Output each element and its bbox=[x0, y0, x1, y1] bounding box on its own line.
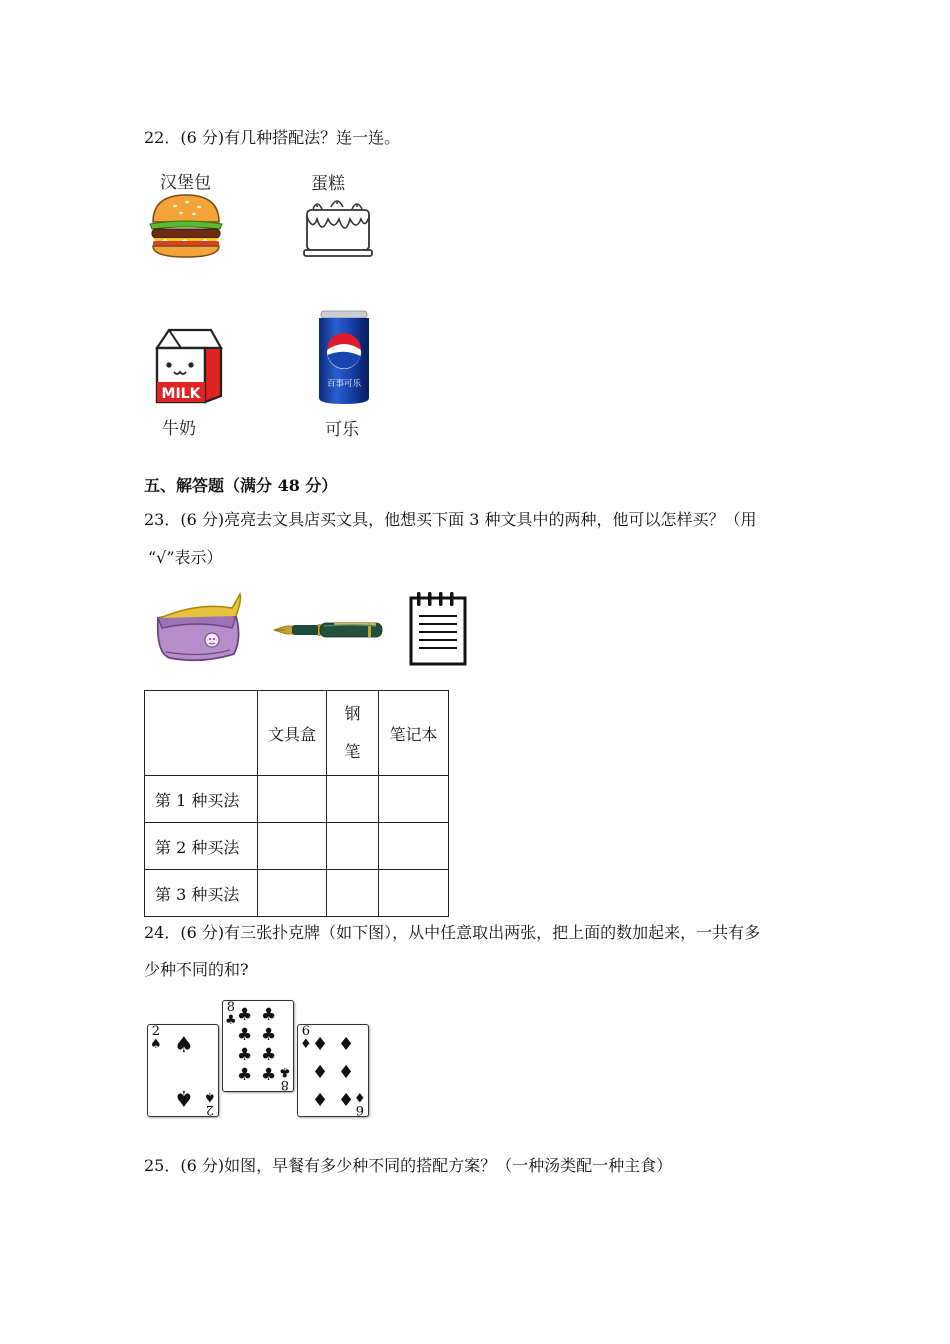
card-rank: 8 bbox=[281, 1077, 290, 1092]
table-cell[interactable] bbox=[379, 823, 449, 870]
card-corner-top bbox=[225, 1001, 237, 1027]
playing-card-6-diamonds bbox=[297, 1024, 369, 1117]
table-cell[interactable] bbox=[327, 776, 379, 823]
label-hamburger: 汉堡包 bbox=[160, 173, 211, 193]
question-23-line2: “√”表示） bbox=[148, 548, 223, 567]
question-score: (6 分) bbox=[180, 923, 225, 942]
table-cell[interactable] bbox=[379, 776, 449, 823]
club-pip: ♣ bbox=[261, 1045, 277, 1065]
card-suit-small: ♣ bbox=[279, 1064, 291, 1079]
card-suit-small: ♣ bbox=[225, 1013, 237, 1028]
question-24 bbox=[144, 923, 760, 943]
notebook-image bbox=[406, 590, 470, 668]
card-suit-small: ♠ bbox=[150, 1037, 162, 1052]
table-cell[interactable] bbox=[258, 776, 327, 823]
table-header-pencil-case: 文具盒 bbox=[258, 691, 327, 776]
question-23 bbox=[144, 510, 757, 530]
table-header-cell bbox=[145, 691, 258, 776]
table-row-label: 第 1 种买法 bbox=[145, 776, 258, 823]
table-header-pen bbox=[327, 691, 379, 776]
label-cola: 可乐 bbox=[325, 420, 359, 440]
playing-card-8-clubs bbox=[222, 1000, 294, 1092]
card-suit-small: ♠ bbox=[204, 1089, 216, 1104]
card-rank: 6 bbox=[301, 1024, 310, 1039]
question-number: 25． bbox=[144, 1156, 181, 1175]
diamond-pip: ♦ bbox=[312, 1090, 329, 1111]
club-pip: ♣ bbox=[261, 1005, 277, 1025]
pencil-case-image bbox=[152, 588, 244, 664]
table-cell[interactable] bbox=[258, 823, 327, 870]
cola-can-image bbox=[315, 310, 373, 406]
club-pips-left bbox=[237, 1005, 252, 1085]
question-text: 如图，早餐有多少种不同的搭配方案？（一种汤类配一种主食） bbox=[224, 1156, 673, 1175]
playing-card-2-spades bbox=[147, 1024, 219, 1117]
table-header-pen-char2: 笔 bbox=[344, 742, 361, 761]
table-header-row bbox=[145, 691, 449, 776]
question-24-line2: 少种不同的和? bbox=[144, 960, 249, 979]
spade-pip: ♠ bbox=[174, 1033, 194, 1058]
diamond-pip: ♦ bbox=[338, 1090, 355, 1111]
club-pip: ♣ bbox=[261, 1065, 277, 1085]
card-rank: 2 bbox=[151, 1024, 160, 1039]
club-pip: ♣ bbox=[261, 1025, 277, 1045]
card-corner-top bbox=[150, 1025, 162, 1051]
diamond-pip: ♦ bbox=[338, 1034, 355, 1055]
diamond-pips-left bbox=[312, 1031, 328, 1115]
table-cell[interactable] bbox=[258, 870, 327, 917]
question-text: 有几种搭配法？连一连。 bbox=[224, 128, 401, 147]
section-title: 五、解答题（满分 48 分） bbox=[144, 476, 338, 495]
question-number: 24． bbox=[144, 923, 181, 942]
fountain-pen-image bbox=[272, 617, 388, 641]
question-score: (6 分) bbox=[180, 510, 225, 529]
question-text-line1: 亮亮去文具店买文具，他想买下面 3 种文具中的两种，他可以怎样买？（用 bbox=[224, 510, 757, 529]
card-corner-bottom bbox=[279, 1065, 291, 1091]
purchase-table bbox=[144, 690, 449, 917]
table-cell[interactable] bbox=[327, 870, 379, 917]
milk-box-text: MILK bbox=[161, 386, 201, 402]
table-row bbox=[145, 870, 449, 917]
card-corner-bottom bbox=[204, 1090, 216, 1116]
table-row-label: 第 2 种买法 bbox=[145, 823, 258, 870]
question-number: 23． bbox=[144, 510, 181, 529]
table-header-pen-char1: 钢 bbox=[344, 704, 361, 723]
card-rank: 8 bbox=[226, 1000, 235, 1015]
club-pip: ♣ bbox=[237, 1045, 253, 1065]
question-25 bbox=[144, 1156, 672, 1176]
table-cell[interactable] bbox=[379, 870, 449, 917]
club-pip: ♣ bbox=[237, 1005, 253, 1025]
label-cake: 蛋糕 bbox=[311, 174, 345, 194]
card-suit-small: ♦ bbox=[300, 1037, 312, 1052]
table-row-label: 第 3 种买法 bbox=[145, 870, 258, 917]
diamond-pips-right bbox=[338, 1031, 354, 1115]
cola-can-text: 百事可乐 bbox=[326, 379, 362, 389]
table-header-notebook: 笔记本 bbox=[379, 691, 449, 776]
club-pip: ♣ bbox=[237, 1025, 253, 1045]
card-rank: 6 bbox=[356, 1102, 365, 1117]
question-score: (6 分) bbox=[180, 128, 225, 147]
question-score: (6 分) bbox=[180, 1156, 225, 1175]
question-text-line1: 有三张扑克牌（如下图），从中任意取出两张，把上面的数加起来，一共有多 bbox=[224, 923, 761, 942]
hamburger-image bbox=[147, 192, 225, 260]
diamond-pip: ♦ bbox=[312, 1062, 329, 1083]
table-row bbox=[145, 823, 449, 870]
diamond-pip: ♦ bbox=[338, 1062, 355, 1083]
table-row bbox=[145, 776, 449, 823]
club-pip: ♣ bbox=[237, 1065, 253, 1085]
card-suit-small: ♦ bbox=[354, 1089, 366, 1104]
milk-box-image bbox=[151, 326, 227, 406]
table-cell[interactable] bbox=[327, 823, 379, 870]
card-corner-top bbox=[300, 1025, 312, 1051]
question-number: 22． bbox=[144, 128, 181, 147]
label-milk: 牛奶 bbox=[162, 419, 196, 439]
cake-image bbox=[303, 195, 373, 259]
club-pips-right bbox=[261, 1005, 276, 1085]
diamond-pip: ♦ bbox=[312, 1034, 329, 1055]
spade-pip: ♠ bbox=[174, 1085, 194, 1110]
question-22 bbox=[144, 128, 400, 148]
card-rank: 2 bbox=[206, 1102, 215, 1117]
card-corner-bottom bbox=[354, 1090, 366, 1116]
